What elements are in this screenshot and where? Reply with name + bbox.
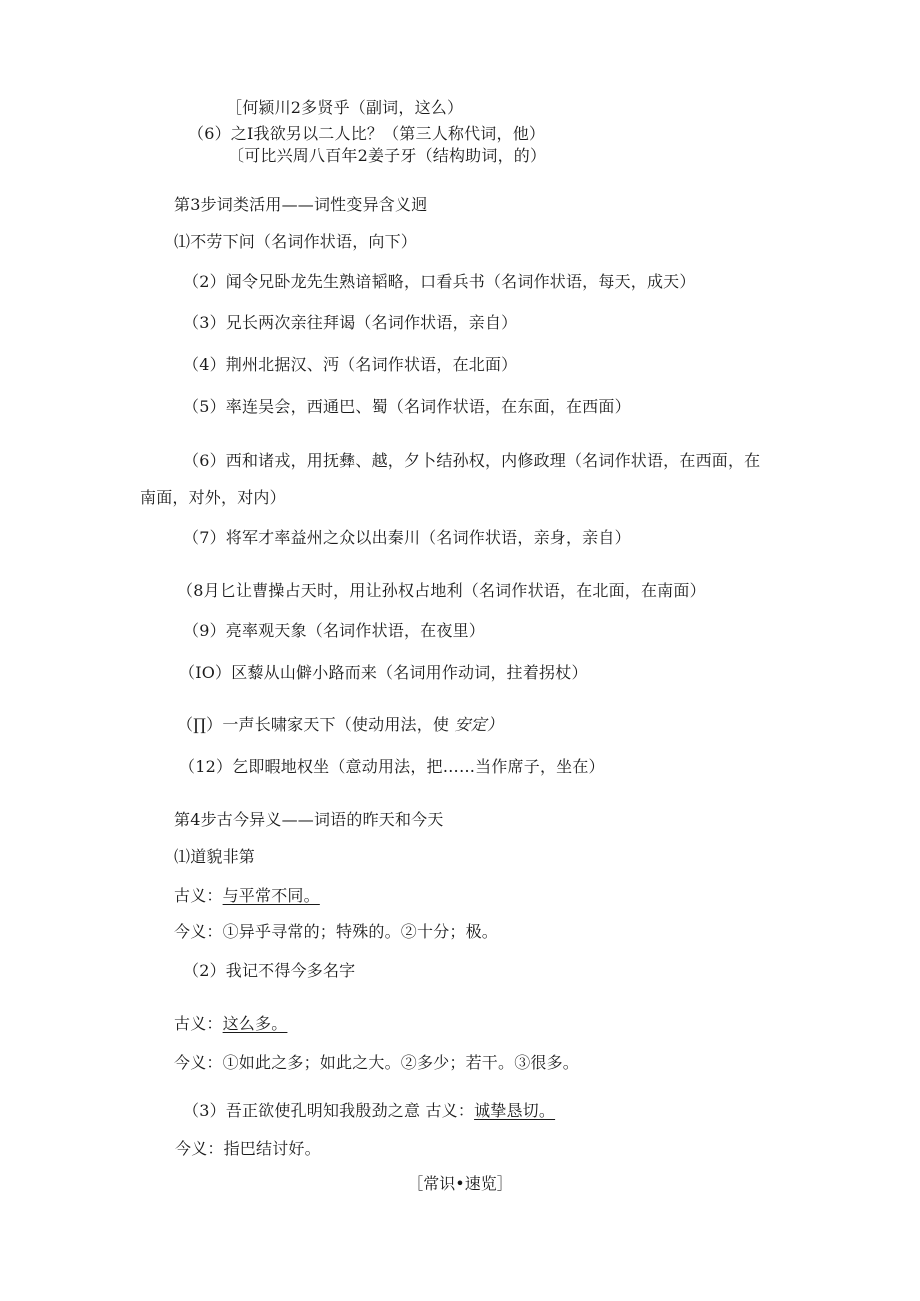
list-item: （12）乞即暇地权坐（意动用法，把……当作席子，坐在） xyxy=(179,757,605,776)
ancient-value: 与平常不同。 xyxy=(222,886,320,905)
section-heading: 第4步古今异义——词语的昨天和今天 xyxy=(174,810,444,829)
list-item: （2）闻令兄卧龙先生熟谙韬略，口看兵书（名词作状语，每天，成天） xyxy=(183,272,696,291)
text-line: 〔可比兴周八百年2姜子牙（结构助词，的） xyxy=(228,146,547,165)
list-item: （8月匕让曹操占天时，用让孙权占地利（名词作状语，在北面，在南面） xyxy=(177,581,706,600)
text-line: （6）之I我欲另以二人比？（第三人称代词，他） xyxy=(188,124,546,143)
modern-meaning: 今义：①如此之多；如此之大。②多少；若干。③很多。 xyxy=(174,1053,580,1072)
list-item: （5）率连吴会，西通巴、蜀（名词作状语，在东面，在西面） xyxy=(183,397,631,416)
ancient-meaning xyxy=(174,1014,287,1034)
term-title xyxy=(183,1101,555,1121)
section-footer-label: ［常识•速览］ xyxy=(407,1174,513,1193)
list-item xyxy=(177,715,503,735)
list-item: （6）西和诸戎，用抚彝、越，夕卜结孙权，内修政理（名词作状语，在西面，在 xyxy=(183,451,761,470)
text-line: ［何颍川2多贤乎（副词，这么） xyxy=(226,98,464,117)
section-heading: 第3步词类活用——词性变异含义迥 xyxy=(174,195,428,214)
list-item: （7）将军才率益州之众以出秦川（名词作状语，亲身，亲自） xyxy=(183,528,631,547)
term-text: （3）吾正欲使孔明知我殷劲之意 古义： xyxy=(183,1101,475,1120)
ancient-label: 古义： xyxy=(174,886,223,905)
modern-meaning: 今义：①异乎寻常的；特殊的。②十分；极。 xyxy=(174,922,499,941)
list-item: （4）荆州北据汉、沔（名词作状语，在北面） xyxy=(183,355,518,374)
list-item: ⑴不劳下问（名词作状语，向下） xyxy=(174,232,418,251)
list-item: （9）亮率观天象（名词作状语，在夜里） xyxy=(183,621,485,640)
list-item: （IO）区藜从山僻小路而来（名词用作动词，拄着拐杖） xyxy=(179,663,588,682)
list-item-italic: 安定） xyxy=(454,715,504,734)
list-item-text: （∏）一声长啸家天下（使动用法，使 xyxy=(177,715,450,734)
term-title: （2）我记不得今多名字 xyxy=(183,961,356,980)
ancient-label: 古义： xyxy=(174,1014,223,1033)
list-item-continuation: 南面，对外，对内） xyxy=(140,488,286,507)
modern-meaning: 今义：指巴结讨好。 xyxy=(175,1139,321,1158)
term-title: ⑴道貌非第 xyxy=(174,847,256,866)
ancient-value: 这么多。 xyxy=(222,1014,288,1033)
ancient-meaning xyxy=(174,886,320,906)
list-item: （3）兄长两次亲往拜谒（名词作状语，亲自） xyxy=(183,313,518,332)
ancient-value: 诚挚恳切。 xyxy=(474,1101,556,1120)
